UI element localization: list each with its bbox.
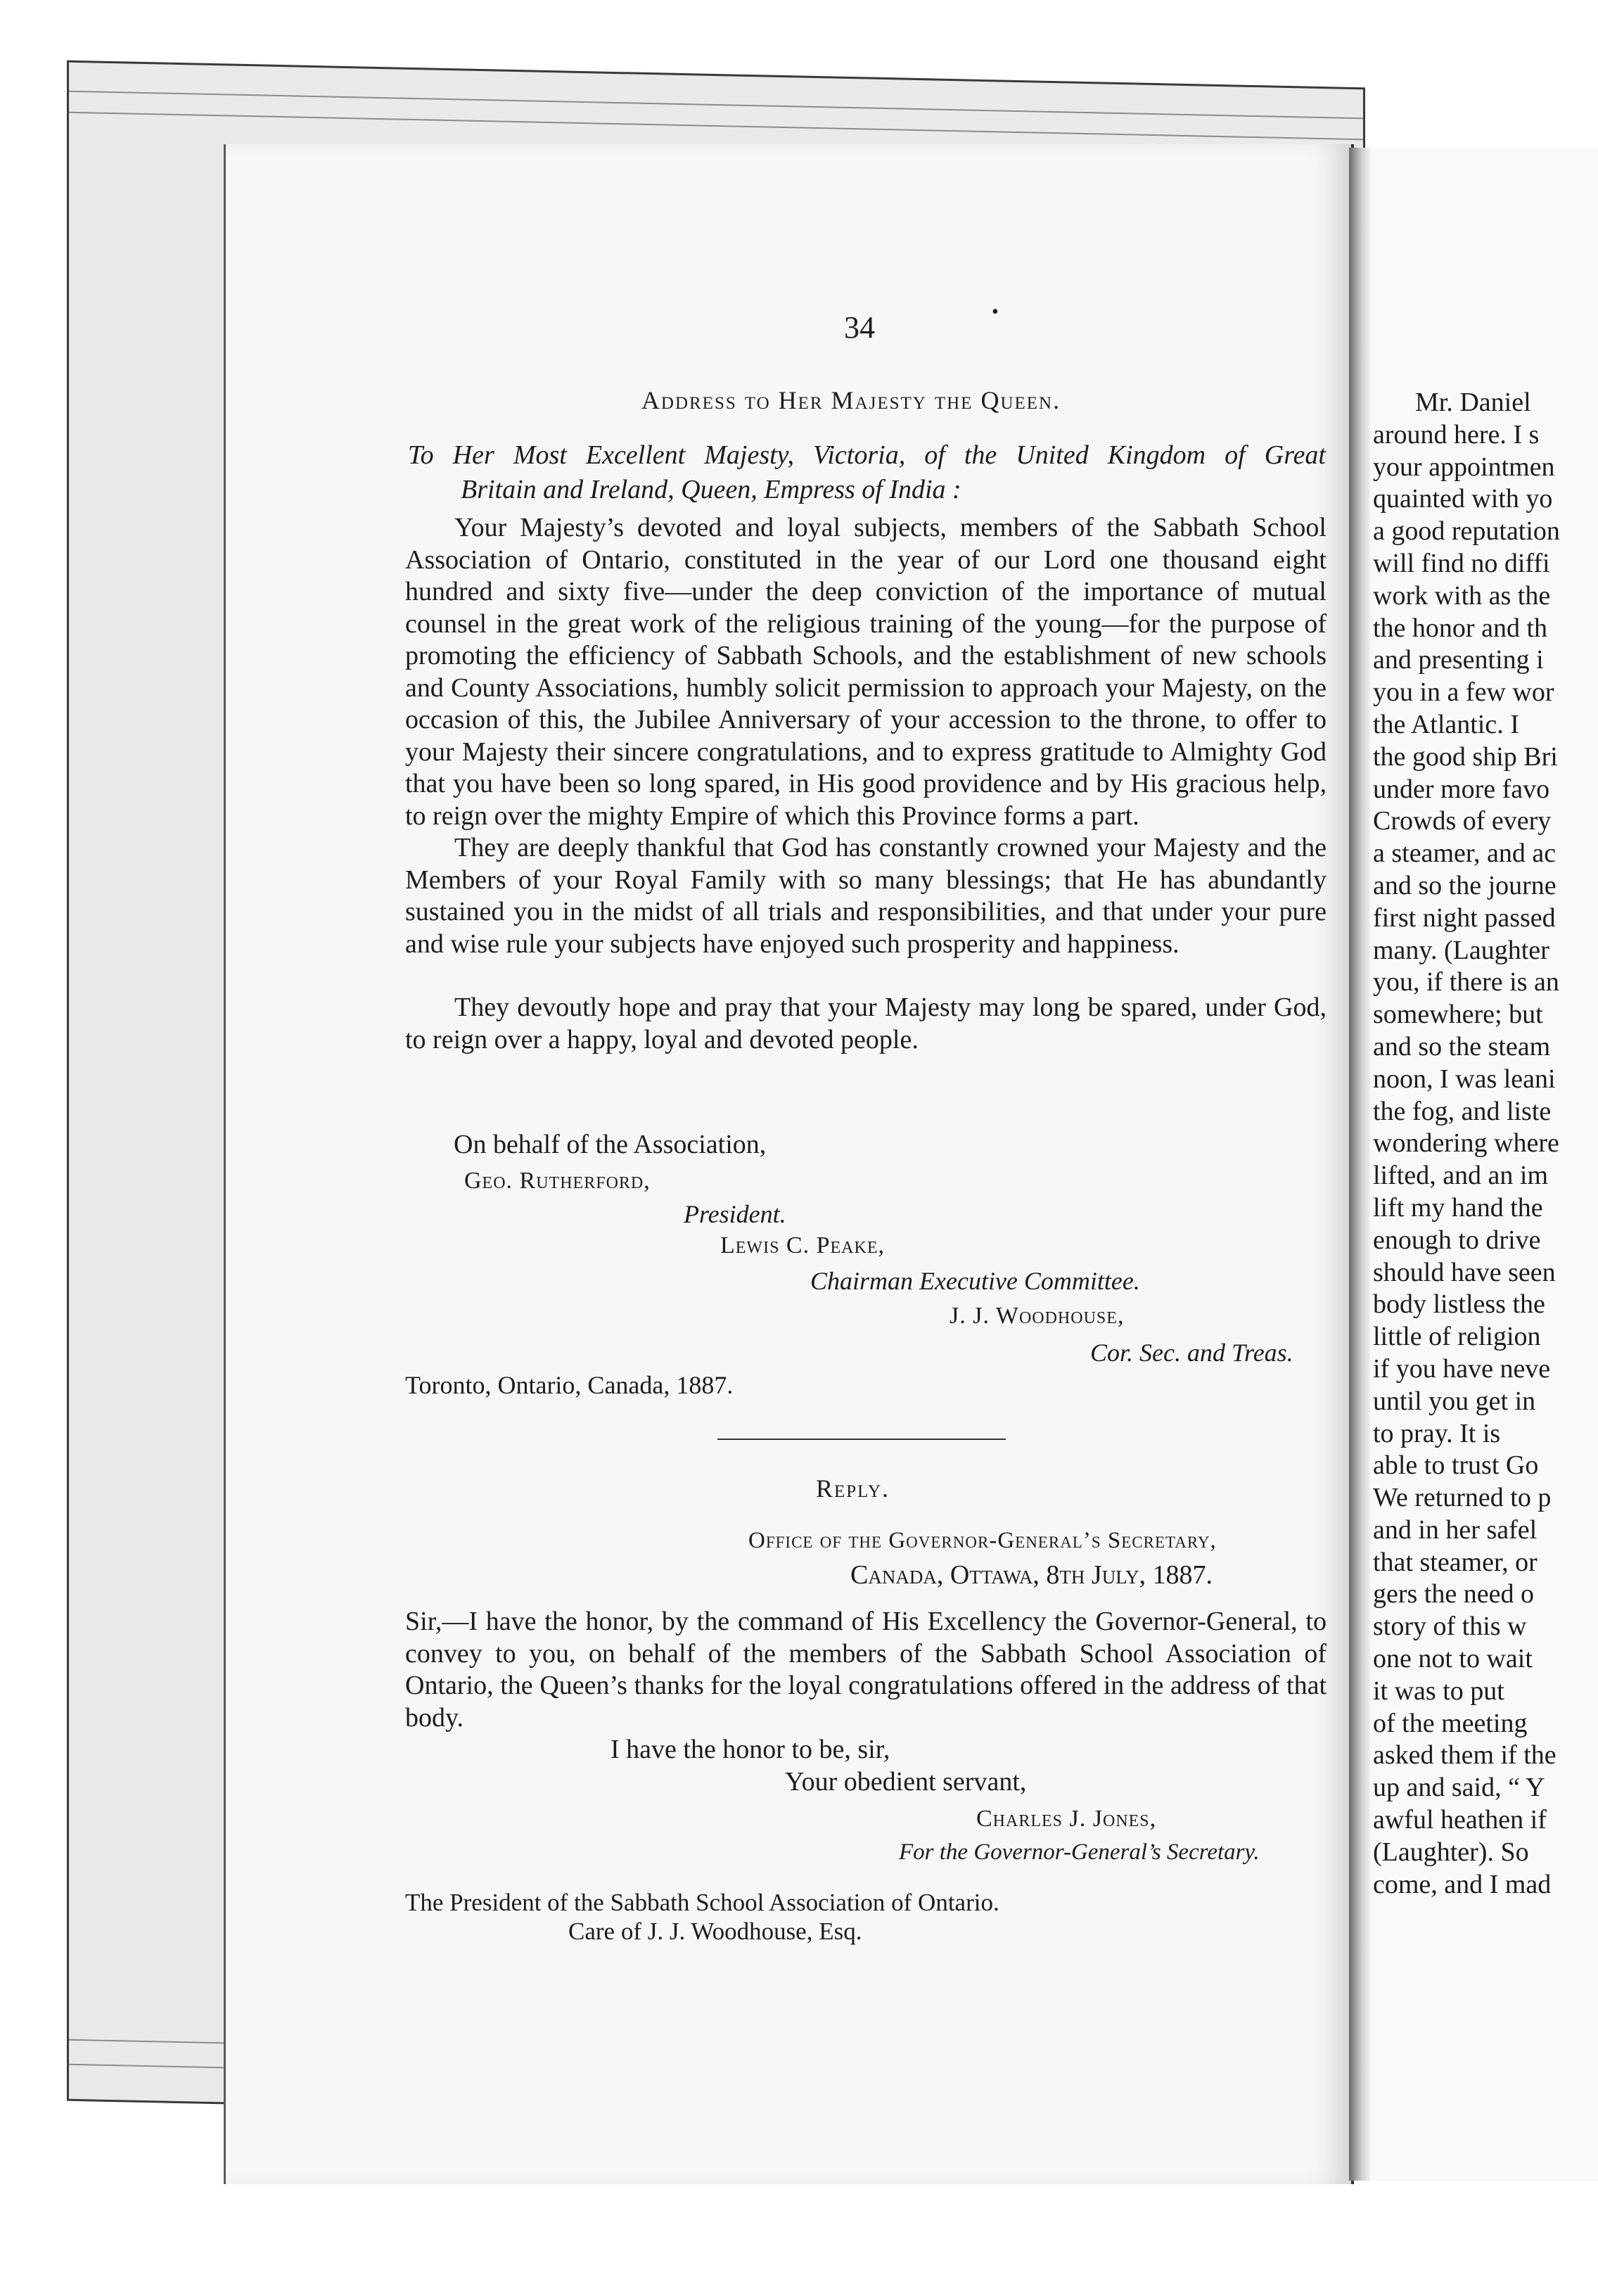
right-page-line: awful heathen if — [1373, 1805, 1547, 1835]
right-page-line: wondering where — [1373, 1128, 1559, 1159]
reply-paragraph: Sir,—I have the honor, by the command of His Excellency the Governor-General, to convey to you, on behalf of the members of the Sabbath School Association of Ontario, the Queen’s thanks for the loyal congratulations offered in the address of that body. — [405, 1607, 1327, 1733]
right-page-line: lift my hand the — [1373, 1192, 1543, 1223]
right-page-line: around here. I s — [1373, 419, 1540, 449]
right-page-line: will find no diffi — [1373, 548, 1550, 578]
right-page-line: you in a few wor — [1373, 677, 1554, 708]
right-page-line: lifted, and an im — [1373, 1161, 1549, 1191]
right-page-line: story of this w — [1373, 1612, 1527, 1642]
reply-title: Reply. — [816, 1474, 890, 1503]
signatory-2-name: Lewis C. Peake, — [720, 1232, 885, 1258]
right-page-line: the Atlantic. I — [1373, 709, 1519, 739]
right-page-line: come, and I mad — [1373, 1869, 1552, 1899]
right-page-line: the fog, and liste — [1373, 1096, 1552, 1126]
right-page-line: to pray. It is — [1373, 1418, 1501, 1448]
recipient-address-line-1: The President of the Sabbath School Association of Ontario. — [405, 1889, 999, 1916]
right-page-line: (Laughter). So — [1373, 1837, 1529, 1867]
right-page-line: a good reputation — [1373, 516, 1560, 547]
right-page-line: quainted with yo — [1373, 484, 1553, 514]
right-page-line: We returned to p — [1373, 1483, 1552, 1513]
reply-signatory-title: For the Governor-General’s Secretary. — [899, 1839, 1260, 1865]
office-line-2: Canada, Ottawa, 8th July, 1887. — [850, 1560, 1213, 1590]
right-page-line: and so the steam — [1373, 1031, 1551, 1061]
right-page-line: that steamer, or — [1373, 1547, 1538, 1577]
right-page-line: and so the journe — [1373, 870, 1557, 900]
right-page-line: asked them if the — [1373, 1740, 1557, 1771]
right-page-line: body listless the — [1373, 1289, 1545, 1320]
page-title: Address to Her Majesty the Queen. — [641, 386, 1061, 414]
signatory-3-title: Cor. Sec. and Treas. — [1090, 1339, 1293, 1367]
right-page-line: should have seen — [1373, 1257, 1556, 1287]
right-page-line: up and said, “ Y — [1373, 1773, 1545, 1803]
place-date: Toronto, Ontario, Canada, 1887. — [405, 1371, 734, 1399]
right-page-line: you, if there is an — [1373, 967, 1559, 997]
recipient-address-line-2: Care of J. J. Woodhouse, Esq. — [568, 1918, 862, 1945]
section-divider — [717, 1439, 1006, 1440]
right-page-line: the honor and th — [1373, 613, 1548, 643]
address-paragraph-3: They devoutly hope and pray that your Majesty may long be spared, under God, to reign over a happy, loyal and devoted people. — [405, 993, 1327, 1054]
page-number: 34 — [844, 310, 875, 345]
signatory-1-name: Geo. Rutherford, — [464, 1168, 651, 1194]
address-paragraph-2: They are deeply thankful that God has constantly crowned your Majesty and the Members of your Royal Family with so many blessings; that He has abundantly sustained you in the midst of all trials and responsibilities, and that under your pure and wise rule your subjects have enjoyed such prosperity and happiness. — [405, 833, 1327, 959]
signatory-1-title: President. — [684, 1200, 786, 1228]
right-page-line: enough to drive — [1373, 1225, 1541, 1255]
right-page-line: work with as the — [1373, 580, 1551, 611]
right-page-line: gers the need o — [1373, 1579, 1534, 1609]
right-page-line: many. (Laughter — [1373, 935, 1549, 965]
right-page-line: Mr. Daniel — [1415, 388, 1531, 417]
book-gutter — [1349, 148, 1370, 2181]
signatory-2-title: Chairman Executive Committee. — [810, 1267, 1140, 1295]
right-page-line: and presenting i — [1373, 645, 1544, 675]
address-paragraph-1: Your Majesty’s devoted and loyal subjects, members of the Sabbath School Association of Ontario, constituted in the year of our Lord one thousand eight hundred and sixty five—under the deep conviction of the importance of mutual counsel in the great work of the religious training of the young—for the purpose of promoting the efficiency of Sabbath Schools, and the establishment of new schools and County Associations, humbly solicit permission to approach your Majesty, on the occasion of this, the Jubilee Anniversary of your accession to the throne, to offer to your Majesty their sincere congratulations, and to express gratitude to Almighty God that you have been so long spared, in His good providence and by His gracious help, to reign over the mighty Empire of which this Province forms a part. — [405, 513, 1327, 831]
right-page-line: noon, I was leani — [1373, 1064, 1556, 1094]
salutation-line-2: Britain and Ireland, Queen, Empress of India : — [461, 475, 961, 504]
right-page-line: able to trust Go — [1373, 1450, 1539, 1481]
right-page-line: it was to put — [1373, 1676, 1504, 1706]
right-page-line: a steamer, and ac — [1373, 838, 1557, 869]
right-page-line: until you get in — [1373, 1386, 1536, 1416]
closing-line-1: I have the honor to be, sir, — [611, 1735, 890, 1764]
right-page-line: under more favo — [1373, 774, 1550, 804]
on-behalf-line: On behalf of the Association, — [454, 1130, 767, 1159]
right-page-line: your appointmen — [1373, 452, 1555, 482]
office-line-1: Office of the Governor-General’s Secretary, — [748, 1528, 1217, 1553]
right-page-line: one not to wait — [1373, 1644, 1533, 1674]
right-page-line: first night passed — [1373, 903, 1556, 933]
right-page-text — [1373, 387, 1598, 1901]
right-page-line: the good ship Bri — [1373, 741, 1558, 772]
signatory-3-name: J. J. Woodhouse, — [950, 1303, 1125, 1329]
right-page-line: of the meeting — [1373, 1708, 1528, 1738]
right-page-line: little of religion — [1373, 1322, 1541, 1352]
salutation-line-1: To Her Most Excellent Majesty, Victoria, of the United Kingdom of Great — [408, 440, 1326, 470]
right-page-line: if you have neve — [1373, 1353, 1551, 1384]
right-page-line: Crowds of every — [1373, 806, 1552, 836]
right-page-line: and in her safel — [1373, 1514, 1538, 1545]
printer-mark: • — [992, 301, 999, 323]
reply-signatory: Charles J. Jones, — [976, 1806, 1157, 1832]
closing-line-2: Your obedient servant, — [785, 1767, 1027, 1797]
right-page-line: somewhere; but — [1373, 1000, 1543, 1030]
